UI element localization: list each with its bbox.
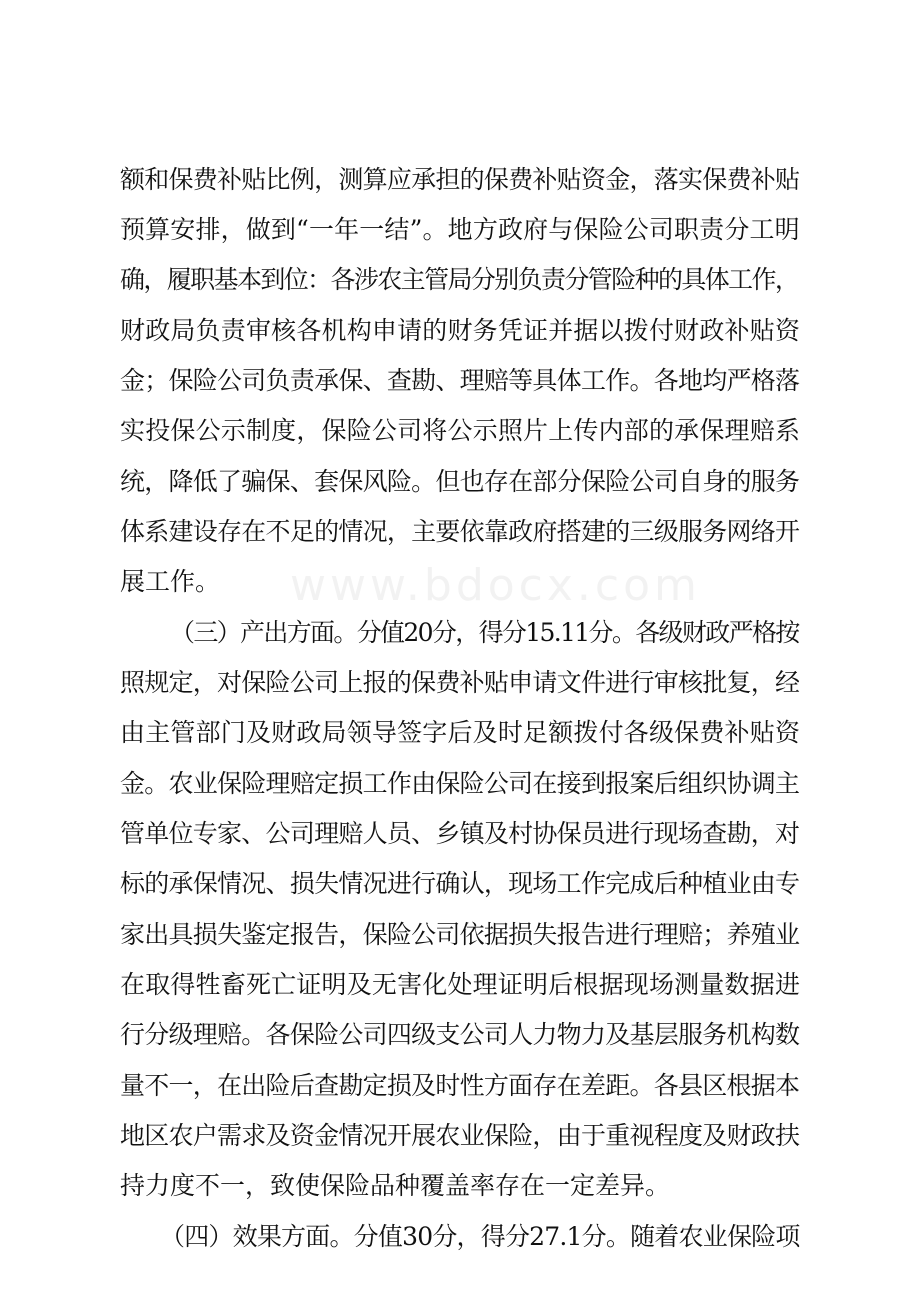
text-line: 体系建设存在不足的情况，主要依靠政府搭建的三级服务网络开 <box>120 517 800 546</box>
text-line: 财政局负责审核各机构申请的财务凭证并据以拨付财政补贴资 <box>120 316 801 345</box>
section-heading-line: （三）产出方面。分值20分，得分15.11分。各级财政严格按 <box>170 618 799 647</box>
text-line: 展工作。 <box>120 567 221 596</box>
text-line: 量不一，在出险后查勘定损及时性方面存在差距。各县区根据本 <box>120 1071 800 1100</box>
text-line: 额和保费补贴比例，测算应承担的保费补贴资金，落实保费补贴 <box>120 165 800 194</box>
text-line: 实投保公示制度，保险公司将公示照片上传内部的承保理赔系 <box>120 416 801 445</box>
watermark: www.bdocx.com <box>290 560 701 611</box>
text-line: 统，降低了骗保、套保风险。但也存在部分保险公司自身的服务 <box>120 467 800 496</box>
text-line: 持力度不一，致使保险品种覆盖率存在一定差异。 <box>120 1171 671 1200</box>
text-line: 管单位专家、公司理赔人员、乡镇及村协保员进行现场查勘，对 <box>120 819 800 848</box>
text-line: 金；保险公司负责承保、查勘、理赔等具体工作。各地均严格落 <box>120 366 800 395</box>
text-line: 家出具损失鉴定报告，保险公司依据损失报告进行理赔；养殖业 <box>120 920 800 949</box>
text-line: 确，履职基本到位：各涉农主管局分别负责分管险种的具体工作， <box>120 265 799 294</box>
text-line: 由主管部门及财政局领导签字后及时足额拨付各级保费补贴资 <box>120 718 801 747</box>
text-line: 金。农业保险理赔定损工作由保险公司在接到报案后组织协调主 <box>120 769 800 798</box>
text-line: 标的承保情况、损失情况进行确认，现场工作完成后种植业由专 <box>120 869 800 898</box>
text-line: 在取得牲畜死亡证明及无害化处理证明后根据现场测量数据进 <box>120 970 801 999</box>
section-heading-line: （四）效果方面。分值30分，得分27.1分。随着农业保险项 <box>160 1222 800 1251</box>
text-line: 照规定，对保险公司上报的保费补贴申请文件进行审核批复，经 <box>120 668 800 697</box>
text-line: 地区农户需求及资金情况开展农业保险，由于重视程度及财政扶 <box>120 1121 800 1150</box>
text-line: 行分级理赔。各保险公司四级支公司人力物力及基层服务机构数 <box>120 1020 800 1049</box>
text-line: 预算安排，做到“一年一结”。地方政府与保险公司职责分工明 <box>120 215 800 244</box>
